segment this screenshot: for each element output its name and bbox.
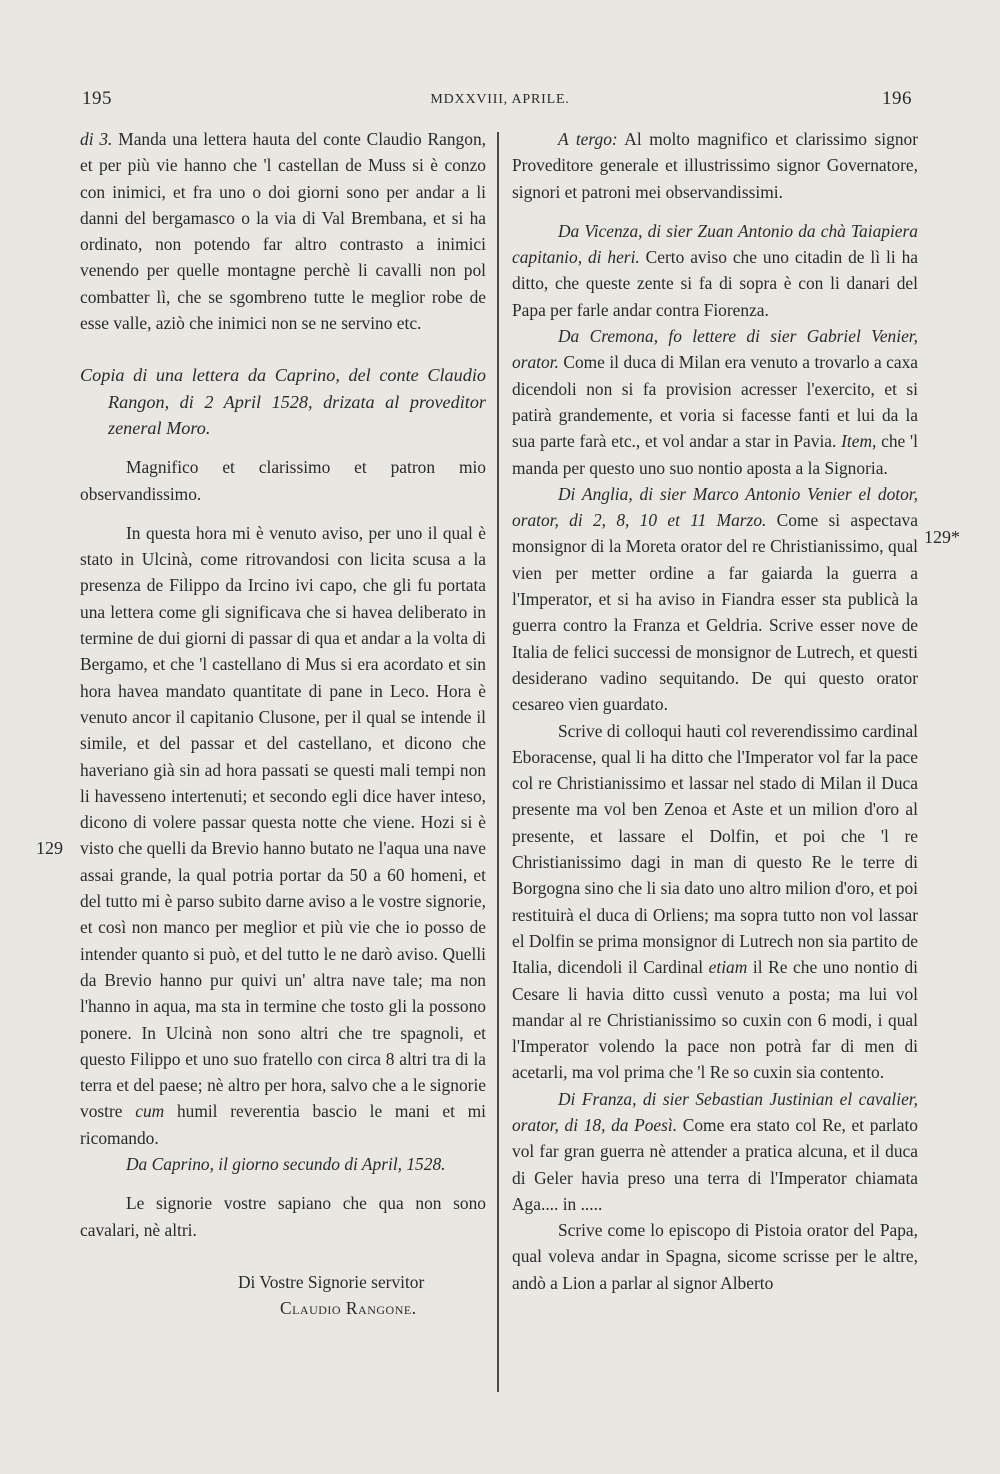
page-number-left: 195: [82, 88, 112, 109]
dateline: Da Caprino, il giorno secundo di April, 1528.: [126, 1153, 446, 1174]
date-ref: di 3.: [80, 129, 113, 149]
page-number-right: 196: [882, 88, 912, 109]
letter-heading: Copia di una lettera da Caprino, del conte Claudio Rangon, di 2 April 1528, drizata al proveditor zeneral Moro.: [80, 365, 486, 438]
paragraph-text: Manda una lettera hauta del conte Claudio Rangon, et per più vie hanno che 'l castellan de Muss si è conzo con inimici, et fra uno o doi giorni sono per andar a li danni del bergamasco o la via di Val Brembana, et si ha ordinato, non potendo far altro contrasto a inimici venendo per quelle montagne perchè li cavalli non pol combatter lì, che se sgombreno tutte le meglior robe de esse valle, aziò che inimici non se ne servino etc.: [80, 129, 486, 334]
paragraph: Di Franza, di sier Sebastian Justinian el cavalier, orator, di 18, da Poesì. Come era stato col Re, et parlato vol far gran guerra nè attender a pratica alcuna, et il duca di Geler havia preso una terra di l'Imperator chiamata Aga.... in .....: [512, 1088, 919, 1214]
paragraph: [80, 126, 486, 336]
running-title: MDXXVIII, APRILE.: [430, 92, 570, 107]
left-column: [80, 126, 486, 1321]
salutation: Magnifico et clarissimo et patron mio observandissimo.: [80, 457, 486, 504]
signature-line-2: Claudio Rangone.: [280, 1298, 417, 1319]
paragraph: Da Vicenza, di sier Zuan Antonio da chà Taiapiera capitanio, di heri. Certo aviso che uno citadin de lì li ha ditto, che queste zente si fa di sopra è con li danari del Papa per farle andar contra Fiorenza.: [512, 220, 918, 320]
paragraph: Da Cremona, fo lettere di sier Gabriel Venier, orator. Come il duca di Milan era venuto a trovarlo a caxa dicendoli non si fa provision acresser l'exercito, et si patirà grandemente, et voria si facesse fanti et lui da la sua parte farà etc., et vol andar a star in Pavia. Item, che 'l manda per questo uno suo nontio aposta a la Signoria.: [512, 326, 918, 478]
signature-line-1: Di Vostre Signorie servitor: [238, 1271, 425, 1292]
column-divider: [497, 132, 499, 1392]
postscript: Le signorie vostre sapiano che qua non sono cavalari, nè altri.: [80, 1193, 486, 1240]
margin-note-left: 129: [36, 838, 63, 858]
paragraph: Scrive come lo episcopo di Pistoia orator del Papa, qual voleva andar in Spagna, sicome scrisse per le altre, andò a Lion a parlar al signor Alberto: [512, 1220, 918, 1293]
right-column: [512, 126, 918, 1296]
letter-body: In questa hora mi è venuto aviso, per uno il qual è stato in Ulcinà, come ritrovandosi con licita scusa a la presenza de Filippo da Ircino ivi capo, che gli fu portata una lettera come gli significava che si havea deliberato in termine de dui giorni di passar di qua et andar a la volta di Bergamo, et che 'l castellano di Mus si era acordato et sin hora havea mandato quantitate di pane in Leco. Hora è venuto ancor il capitanio Clusone, per il qual se intende il simile, et del passar et del castellano, et dicono che haveriano già sin ad hora passati se questi mali tempi non li havesseno intertenuti; et secondo egli dice haver inteso, dicono di volere passar questa notte che viene. Hozi si è visto che quelli da Brevio hanno butato ne l'aqua una nave assai grande, la qual potria portar da 50 a 60 homeni, et del tutto mi è parso subito darne aviso a le vostre signorie, et così non manco per meglior et più vie che io posso de intender quanto si può, et del tutto le ne darò aviso. Quelli da Brevio hanno pur quivi un' altra nave tale; ma non l'hanno in aqua, ma sta in termine che tosto gli la possono ponere. In Ulcinà non sono altri che tre spagnoli, et questo Filippo et uno suo fratello con circa 8 altri tra di la terra et del paese; nè altro per hora, salvo che a le signorie vostre cum humil reverentia bascio le mani et mi ricomando.: [80, 522, 487, 1148]
paragraph: Scrive di colloqui hauti col reverendissimo cardinal Eboracense, qual li ha ditto che l'Imperator vol far la pace col re Christianissimo et lassar nel stado di Milan il Duca presente ma vol ben Zenoa et Aste et un milion d'oro al presente, et lassare el Dolfin, et poi che 'l re Christianissimo dagi in man di questo Re le terre di Borgogna sino che li sia dato uno altro milion d'oro, et poi restituirà el duca di Orliens; ma sopra tutto non vol lassar el Dolfin se prima monsignor di Lutrech non sia partito de Italia, dicendoli il Cardinal etiam il Re che uno nontio di Cesare li havia ditto cussì venuto a posta; ma lui vol mandar al re Christianissimo so cuxin con 6 modi, i qual l'Imperator volendo la pace non potrà far di men di acetarli, ma vol prima che 'l Re so cuxin sia contento.: [512, 720, 918, 1083]
paragraph: Di Anglia, di sier Marco Antonio Venier el dotor, orator, di 2, 8, 10 et 11 Marzo. Come si aspectava monsignor di la Moreta orator del re Christianissimo, qual vien per metter ordine a far gaiarda la guerra a l'Imperator, et si ha aviso in Fiandra esser sta publicà la guerra contro la Franza et Geldria. Scrive esser nove de Italia de felici successi de monsignor de Lutrech, et questi desiderano vadino sequitando. De qui questo orator cesareo vien guardato.: [512, 483, 918, 715]
margin-note-right: 129*: [924, 527, 960, 547]
paragraph: A tergo: Al molto magnifico et clarissimo signor Proveditore generale et illustrissimo signor Governatore, signori et patroni mei observandissimi.: [512, 129, 918, 202]
